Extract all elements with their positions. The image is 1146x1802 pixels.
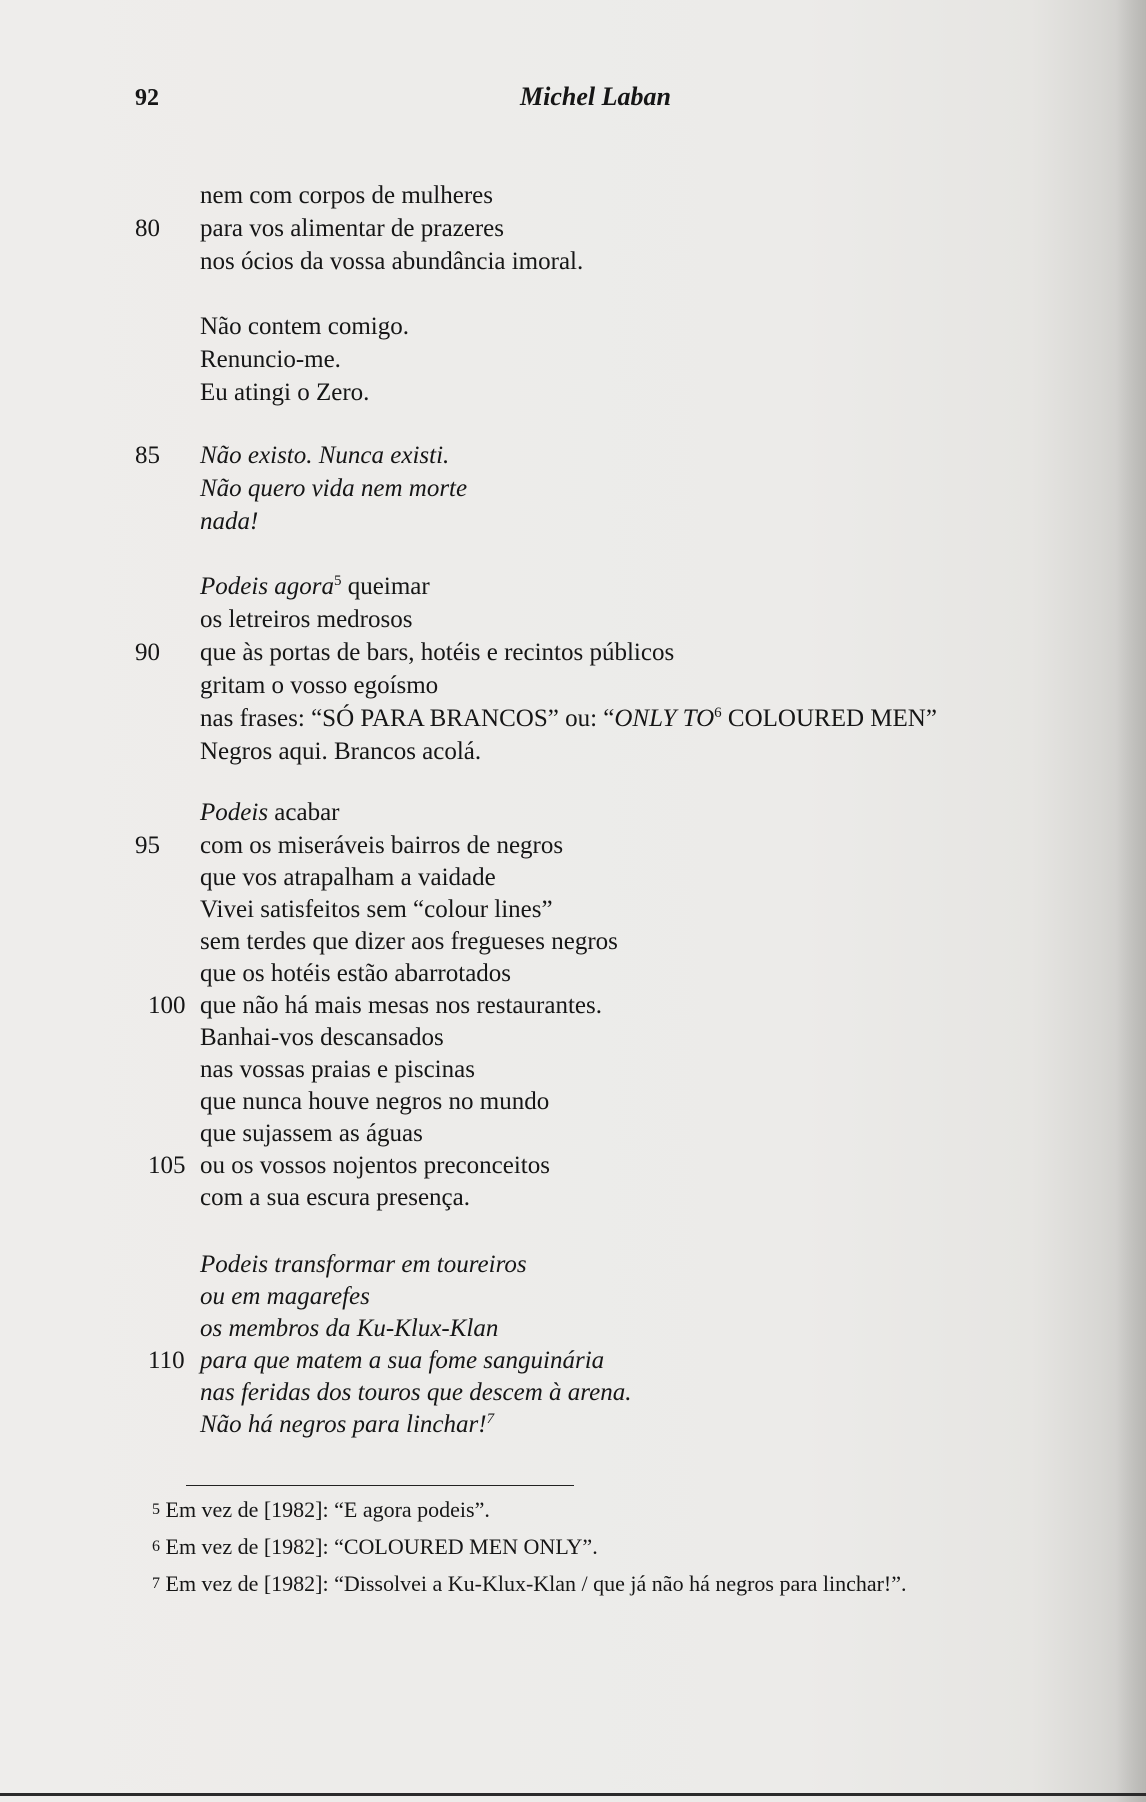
- line-number: 95: [135, 832, 160, 859]
- poem-line: Negros aqui. Brancos acolá.: [200, 738, 482, 765]
- footnote: [152, 1534, 598, 1560]
- poem-line: Banhai-vos descansados: [200, 1024, 444, 1051]
- poem-line: que sujassem as águas: [200, 1120, 423, 1147]
- poem-line: que não há mais mesas nos restaurantes.: [200, 992, 602, 1019]
- footnote: [152, 1571, 907, 1597]
- line-number: 90: [135, 639, 160, 666]
- footnote: [152, 1497, 490, 1523]
- poem-line: que às portas de bars, hotéis e recintos públicos: [200, 639, 675, 666]
- footnote-text: Em vez de [1982]: “Dissolvei a Ku-Klux-Klan / que já não há negros para linchar!”.: [160, 1571, 907, 1596]
- poem-line: Não quero vida nem morte: [200, 475, 468, 502]
- footnote-ref: 6: [714, 705, 722, 721]
- line-number: 80: [135, 215, 160, 242]
- poem-line: os membros da Ku-Klux-Klan: [200, 1315, 499, 1342]
- poem-line: nos ócios da vossa abundância imoral.: [200, 248, 584, 275]
- page-number: 92: [135, 85, 159, 111]
- poem-line: para vos alimentar de prazeres: [200, 215, 505, 242]
- poem-line: gritam o vosso egoísmo: [200, 672, 439, 699]
- poem-line-part: COLOURED MEN”: [721, 705, 937, 732]
- poem-line: [200, 572, 430, 602]
- poem-line: com a sua escura presença.: [200, 1184, 470, 1211]
- page-gutter-shadow: [1116, 0, 1146, 1802]
- poem-line: nas vossas praias e piscinas: [200, 1056, 475, 1083]
- poem-line: [200, 704, 937, 734]
- poem-line: [200, 1410, 494, 1440]
- footnote-text: Em vez de [1982]: “E agora podeis”.: [160, 1497, 490, 1522]
- line-number: 100: [148, 992, 186, 1019]
- line-number: 110: [148, 1347, 185, 1374]
- poem-line: nas feridas dos touros que descem à arena.: [200, 1379, 632, 1406]
- poem-line: sem terdes que dizer aos fregueses negros: [200, 928, 618, 955]
- poem-line-rest: acabar: [268, 799, 340, 826]
- running-title: Michel Laban: [520, 82, 671, 111]
- poem-line: os letreiros medrosos: [200, 606, 413, 633]
- footnote-marker: 7: [152, 1575, 160, 1592]
- poem-line-text: Não há negros para linchar!: [200, 1411, 487, 1438]
- line-number: 105: [148, 1152, 186, 1179]
- poem-line: Renuncio-me.: [200, 346, 341, 373]
- poem-line: Não existo. Nunca existi.: [200, 442, 450, 469]
- footnote-marker: 6: [152, 1538, 160, 1555]
- poem-line: ou os vossos nojentos preconceitos: [200, 1152, 550, 1179]
- poem-line: [200, 798, 340, 828]
- poem-line: Vivei satisfeitos sem “colour lines”: [200, 896, 553, 923]
- poem-line: ou em magarefes: [200, 1283, 370, 1310]
- poem-line-part: nas frases: “SÓ PARA BRANCOS” ou: “: [200, 705, 615, 732]
- poem-line: Podeis transformar em toureiros: [200, 1251, 527, 1278]
- poem-line: Eu atingi o Zero.: [200, 379, 370, 406]
- poem-line: nada!: [200, 508, 259, 535]
- poem-line-italic: Podeis agora: [200, 573, 335, 600]
- line-number: 85: [135, 442, 160, 469]
- poem-line: para que matem a sua fome sanguinária: [200, 1347, 605, 1374]
- poem-line: nem com corpos de mulheres: [200, 182, 493, 209]
- footnote-marker: 5: [152, 1501, 160, 1518]
- poem-line: que vos atrapalham a vaidade: [200, 864, 496, 891]
- poem-line: com os miseráveis bairros de negros: [200, 832, 564, 859]
- footnote-ref: 7: [486, 1411, 495, 1427]
- poem-line: que nunca houve negros no mundo: [200, 1088, 550, 1115]
- footnote-rule: [186, 1485, 574, 1486]
- footnote-ref: 5: [334, 573, 342, 589]
- poem-line-italic: Podeis: [200, 799, 269, 826]
- poem-line-rest: queimar: [341, 573, 430, 600]
- poem-line: Não contem comigo.: [200, 313, 409, 340]
- poem-line-italic: ONLY TO: [614, 705, 715, 732]
- footnote-text: Em vez de [1982]: “COLOURED MEN ONLY”.: [160, 1534, 598, 1559]
- poem-line: que os hotéis estão abarrotados: [200, 960, 512, 987]
- scan-bottom-edge: [0, 1793, 1146, 1796]
